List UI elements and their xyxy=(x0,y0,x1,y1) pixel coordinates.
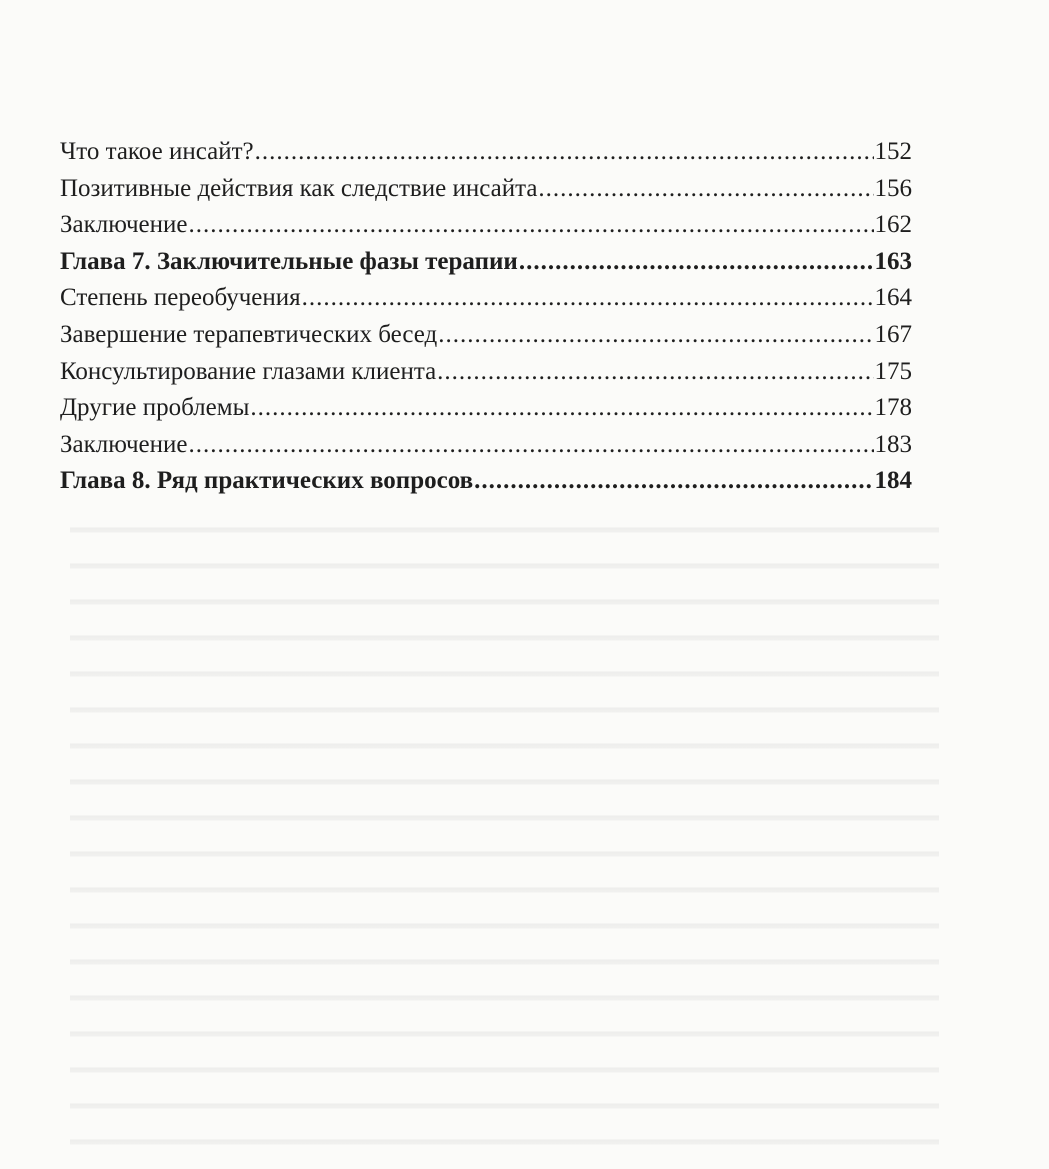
dot-leader xyxy=(255,134,874,171)
toc-entry-title: Глава 7. Заключительные фазы терапии xyxy=(60,247,518,275)
toc-entry-page: 164 xyxy=(874,284,912,312)
toc-entry-title: Позитивные действия как следствие инсайта xyxy=(60,174,538,202)
toc-entry-title: Заключение xyxy=(60,211,188,239)
dot-leader xyxy=(437,354,873,391)
dot-leader xyxy=(474,463,873,500)
toc-entry xyxy=(60,317,912,354)
toc-chapter-heading xyxy=(60,244,912,281)
toc-entry xyxy=(60,134,912,171)
toc-entry-title: Консультирование глазами клиента xyxy=(60,357,437,385)
toc-entry-title: Степень переобучения xyxy=(60,284,301,312)
toc-entry-page: 167 xyxy=(874,320,912,348)
toc-entry xyxy=(60,354,912,391)
dot-leader xyxy=(250,390,873,427)
toc-entry-title: Заключение xyxy=(60,430,188,458)
toc-entry-title: Глава 8. Ряд практических вопросов xyxy=(60,467,474,495)
toc-entry-title: Что такое инсайт? xyxy=(60,138,254,165)
dot-leader xyxy=(302,280,874,317)
dot-leader xyxy=(438,317,873,354)
toc-entry-title: Другие проблемы xyxy=(60,394,250,422)
toc-entry-page: 163 xyxy=(874,247,912,275)
toc-entry xyxy=(60,390,912,427)
toc-chapter-heading xyxy=(60,463,912,500)
table-of-contents xyxy=(60,134,912,500)
toc-entry-page: 152 xyxy=(874,138,912,165)
dot-leader xyxy=(519,244,874,281)
toc-entry xyxy=(60,171,912,208)
toc-entry-page: 183 xyxy=(874,430,912,458)
dot-leader xyxy=(189,427,874,464)
toc-entry xyxy=(60,207,912,244)
toc-entry-page: 175 xyxy=(874,357,912,385)
dot-leader xyxy=(189,207,874,244)
toc-entry-page: 162 xyxy=(874,211,912,239)
toc-entry xyxy=(60,280,912,317)
toc-entry-page: 178 xyxy=(874,394,912,422)
dot-leader xyxy=(538,171,873,208)
toc-entry-page: 184 xyxy=(874,467,912,495)
toc-entry xyxy=(60,427,912,464)
toc-entry-title: Завершение терапевтических бесед xyxy=(60,320,438,348)
reverse-side-bleed-through xyxy=(70,505,939,1145)
toc-entry-page: 156 xyxy=(874,174,912,202)
